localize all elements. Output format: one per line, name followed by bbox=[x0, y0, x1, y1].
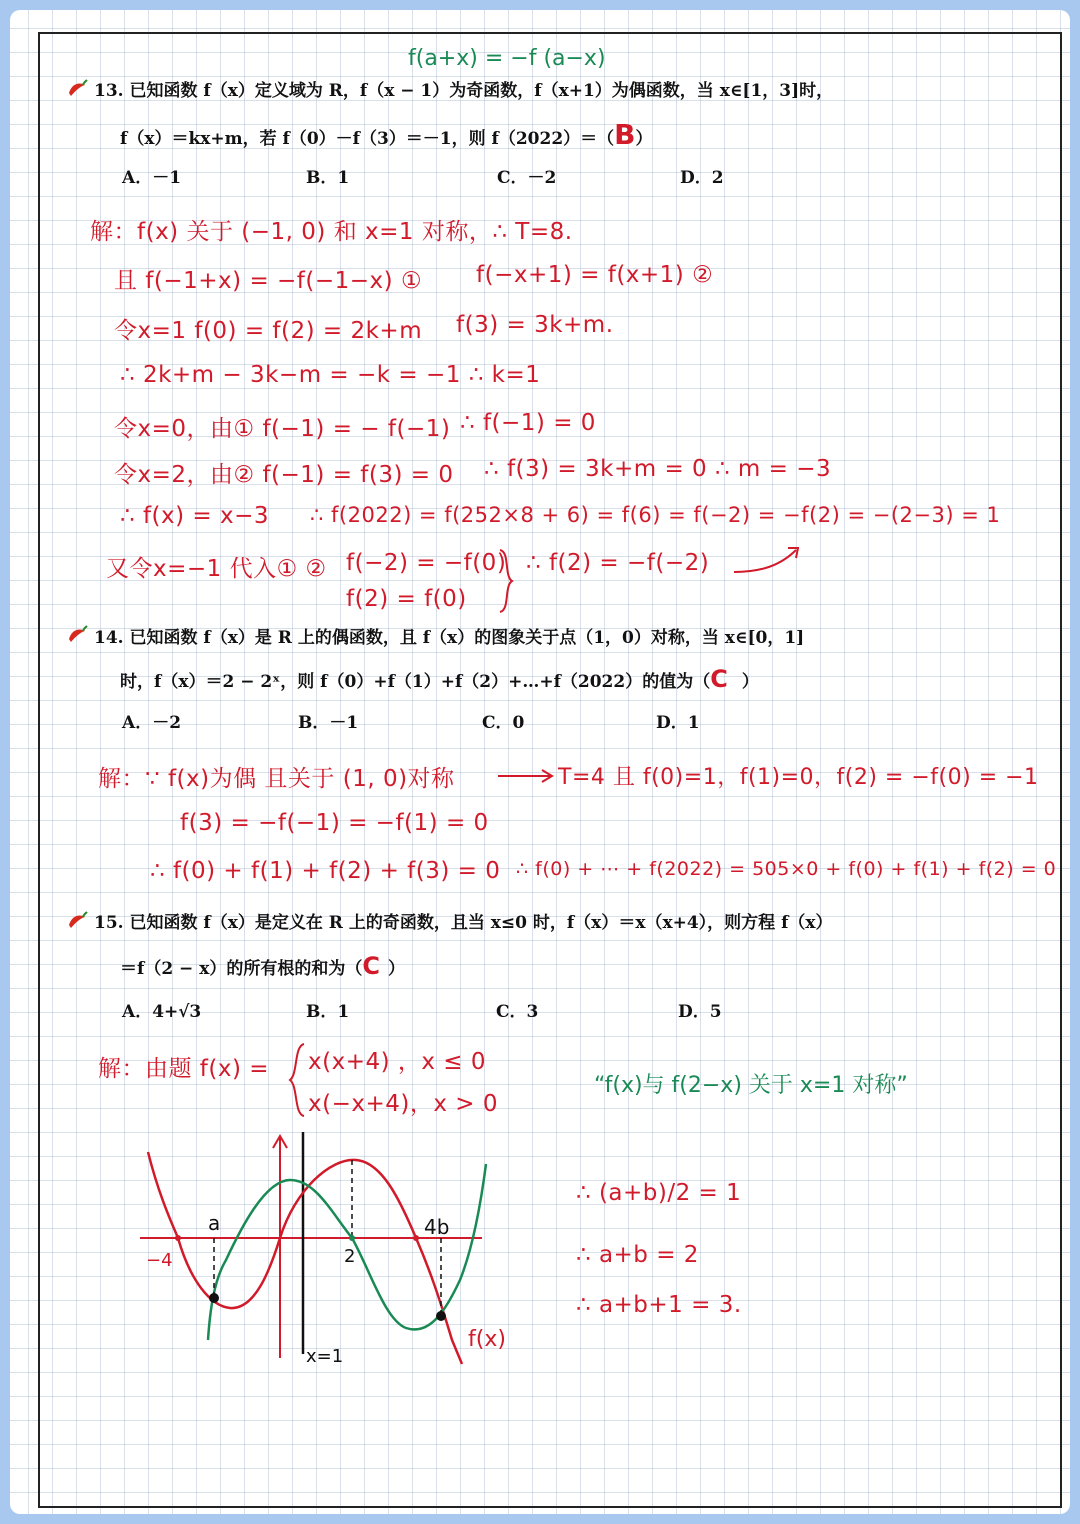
q13-sol-3: f(−x+1) = f(x+1) ② bbox=[476, 262, 714, 288]
q14-option-d: D．1 bbox=[656, 713, 700, 733]
q14-sol-5: ∴ f(0) + ⋯ + f(2022) = 505×0 + f(0) + f(1) + f(2) = 0 bbox=[516, 858, 1057, 880]
q15-option-b: B．1 bbox=[306, 1002, 350, 1022]
q15-step-1: ∴ (a+b)/2 = 1 bbox=[576, 1180, 742, 1206]
root-4-point bbox=[413, 1235, 419, 1241]
q14-option-a: A．－2 bbox=[122, 713, 182, 733]
label-neg4: −4 bbox=[146, 1250, 173, 1271]
q15-line2 bbox=[120, 952, 405, 980]
q13-sol-15: f(2) = f(0) bbox=[346, 586, 467, 612]
q13-sol-5: f(3) = 3k+m. bbox=[456, 312, 614, 338]
q14-line1: 14. 已知函数 f（x）是 R 上的偶函数，且 f（x）的图象关于点（1，0）对称，当 x∈[0，1] bbox=[94, 628, 805, 648]
q15-line2-pre: ＝f（2 − x）的所有根的和为（ bbox=[120, 959, 363, 979]
q15-piece-1: x(x+4) ，x ≤ 0 bbox=[308, 1049, 487, 1075]
q13-sol-9: 令x=2，由② f(−1) = f(3) = 0 bbox=[114, 462, 454, 488]
q13-sol-12: ∴ f(2022) = f(252×8 + 6) = f(6) = f(−2) = −f(2) = −(2−3) = 1 bbox=[310, 503, 1001, 527]
arrow-up-right-icon bbox=[730, 540, 810, 580]
q14-sol-3: f(3) = −f(−1) = −f(1) = 0 bbox=[180, 810, 489, 836]
arrow-right-icon bbox=[496, 766, 556, 786]
q13-sol-1: 解：f(x) 关于 (−1, 0) 和 x=1 对称，∴ T=8. bbox=[90, 219, 573, 245]
label-4b: 4b bbox=[424, 1215, 450, 1239]
q15-line1: 15. 已知函数 f（x）是定义在 R 上的奇函数，且当 x≤0 时，f（x）＝x（x+4），则方程 f（x） bbox=[94, 913, 833, 933]
root-neg4-point bbox=[175, 1235, 181, 1241]
q13-option-b: B．1 bbox=[306, 168, 350, 188]
q15-option-a: A．4+√3 bbox=[122, 1002, 202, 1022]
q13-sol-10: ∴ f(3) = 3k+m = 0 ∴ m = −3 bbox=[484, 456, 832, 482]
label-x1: x=1 bbox=[306, 1346, 344, 1367]
chili-pepper-icon bbox=[66, 78, 88, 98]
q13-sol-16: ∴ f(2) = −f(−2) bbox=[526, 550, 710, 576]
q14-line2 bbox=[120, 665, 759, 693]
q14-line2-pre: 时，f（x）＝2 − 2ˣ，则 f（0）+f（1）+f（2）+…+f（2022）的值为（ bbox=[120, 672, 711, 692]
q14-option-c: C．0 bbox=[482, 713, 525, 733]
q13-answer: B bbox=[614, 118, 636, 151]
intersection-point-a bbox=[209, 1293, 219, 1303]
q13-sol-6: ∴ 2k+m − 3k−m = −k = −1 ∴ k=1 bbox=[120, 362, 541, 388]
q15-sol-lead: 解：由题 f(x) = bbox=[98, 1056, 270, 1082]
q13-sol-14: f(−2) = −f(0) bbox=[346, 550, 507, 576]
q14-option-b: B．－1 bbox=[298, 713, 359, 733]
q13-line2-pre: f（x）＝kx+m，若 f（0）－f（3）＝－1，则 f（2022）＝（ bbox=[120, 129, 615, 149]
q14-answer: C bbox=[710, 665, 728, 693]
q13-sol-8: ∴ f(−1) = 0 bbox=[460, 410, 596, 436]
q13-sol-13: 又令x=−1 代入① ② bbox=[106, 556, 327, 582]
piecewise-brace-icon bbox=[286, 1040, 308, 1120]
q13-sol-4: 令x=1 f(0) = f(2) = 2k+m bbox=[114, 318, 423, 344]
q14-sol-4: ∴ f(0) + f(1) + f(2) + f(3) = 0 bbox=[150, 858, 501, 884]
q14-sol-2: T=4 且 f(0)=1，f(1)=0，f(2) = −f(0) = −1 bbox=[558, 765, 1039, 790]
q15-option-c: C．3 bbox=[496, 1002, 539, 1022]
q15-step-3: ∴ a+b+1 = 3. bbox=[576, 1292, 742, 1318]
q15-option-d: D．5 bbox=[678, 1002, 722, 1022]
chili-pepper-icon bbox=[66, 624, 88, 644]
brace-icon bbox=[496, 546, 520, 616]
chili-pepper-icon bbox=[66, 910, 88, 930]
q15-line2-post: ） bbox=[387, 959, 405, 979]
q13-option-a: A．－1 bbox=[122, 168, 182, 188]
header-note: f(a+x) = −f (a−x) bbox=[408, 46, 606, 71]
q13-option-c: C．－2 bbox=[497, 168, 557, 188]
q15-answer: C bbox=[362, 952, 380, 980]
q13-option-d: D．2 bbox=[680, 168, 724, 188]
label-a: a bbox=[208, 1211, 221, 1235]
q15-step-2: ∴ a+b = 2 bbox=[576, 1242, 699, 1268]
q13-line2 bbox=[120, 118, 653, 151]
q14-sol-1: 解：∵ f(x)为偶 且关于 (1, 0)对称 bbox=[98, 766, 455, 792]
q13-line2-post: ） bbox=[635, 129, 653, 149]
q13-sol-2: 且 f(−1+x) = −f(−1−x) ① bbox=[114, 268, 423, 294]
root-2-point bbox=[349, 1235, 355, 1241]
function-graph bbox=[130, 1130, 510, 1370]
notebook-page bbox=[10, 10, 1070, 1514]
q13-sol-11: ∴ f(x) = x−3 bbox=[120, 503, 270, 529]
q13-sol-7: 令x=0，由① f(−1) = − f(−1) bbox=[114, 416, 451, 442]
q14-line2-post: ） bbox=[741, 672, 759, 692]
q13-line1: 13. 已知函数 f（x）定义域为 R，f（x − 1）为奇函数，f（x+1）为偶函数，当 x∈[1，3]时， bbox=[94, 81, 834, 101]
intersection-point-b bbox=[436, 1311, 446, 1321]
label-2: 2 bbox=[344, 1246, 356, 1267]
label-fx: f(x) bbox=[468, 1327, 506, 1352]
q15-piece-2: x(−x+4)，x > 0 bbox=[308, 1091, 498, 1117]
q15-green-note: “f(x)与 f(2−x) 关于 x=1 对称” bbox=[594, 1073, 908, 1098]
